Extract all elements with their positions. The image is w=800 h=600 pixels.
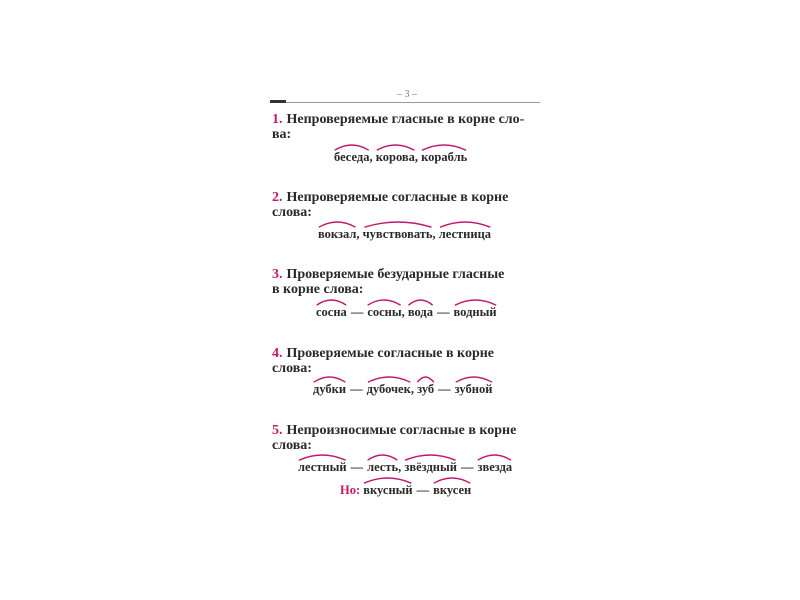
rule-5-heading [272,423,542,453]
rule-1-title-line1: Непроверяемые гласные в корне сло- [286,112,525,127]
rule-3-heading [272,267,542,297]
rule-4-pair2-word1: зуб [417,382,434,397]
rule-4-heading [272,346,542,376]
rule-2 [272,190,542,220]
rule-1-title-line2: ва: [272,127,292,142]
rule-3-number: 3. [272,267,283,282]
rule-5-title-line1: Непроизносимые согласные в корне [286,423,517,438]
rule-3 [272,267,542,297]
rule-5-exception: Но: вкусный — вкусен [340,483,471,498]
rule-4 [272,346,542,376]
rule-4-pair2-word2: зубной [455,382,493,397]
rule-1-example-3: корабль [421,150,467,165]
page-number: – 3 – [397,89,417,100]
rule-5-number: 5. [272,423,283,438]
rule-3-title-line2: в корне слова: [272,282,364,297]
rule-5-examples: лестный — лесть, звёздный — звезда [298,460,512,475]
rule-2-example-2: чувствовать [363,227,433,242]
rule-5-pair2-word1: звёздный [404,460,457,475]
rule-2-title-line1: Непроверяемые согласные в корне [286,190,509,205]
rule-3-pair2-word2: водный [454,305,497,320]
rule-5-pair1-word2: лесть [367,460,398,475]
rule-2-number: 2. [272,190,283,205]
rule-2-heading [272,190,542,220]
rule-5-pair1-word1: лестный [298,460,347,475]
rule-3-examples: сосна — сосны, вода — водный [316,305,497,320]
rule-3-pair2-word1: вода [408,305,433,320]
rule-4-examples: дубки — дубочек, зуб — зубной [313,382,492,397]
header-rule [270,102,540,103]
rule-5-exception-word1: вкусный [363,483,412,498]
rule-5-title-line2: слова: [272,438,312,453]
rule-5-exception-word2: вкусен [433,483,471,498]
rule-5-exception-label: Но: [340,483,361,497]
rule-5-pair2-word2: звезда [477,460,512,475]
rule-4-title-line1: Проверяемые согласные в корне [286,346,495,361]
rule-4-pair1-word1: дубки [313,382,346,397]
rule-2-example-3: лестница [439,227,491,242]
rule-3-title-line1: Проверяемые безударные гласные [286,267,505,282]
rule-2-examples: вокзал, чувствовать, лестница [318,227,491,242]
rule-1-number: 1. [272,112,283,127]
rule-4-title-line2: слова: [272,361,312,376]
rule-4-number: 4. [272,346,283,361]
rule-3-pair1-word2: сосны [367,305,401,320]
rule-1-heading [272,112,542,142]
rule-5 [272,423,542,453]
rule-1-example-1: беседа [334,150,369,165]
rule-4-pair1-word2: дубочек [367,382,411,397]
rule-3-pair1-word1: сосна [316,305,347,320]
rule-1 [272,112,542,142]
rule-2-title-line2: слова: [272,205,312,220]
rule-2-example-1: вокзал [318,227,356,242]
rule-1-example-2: корова [376,150,415,165]
header-rule-mark [270,100,286,103]
rule-1-examples: беседа, корова, корабль [334,150,467,165]
